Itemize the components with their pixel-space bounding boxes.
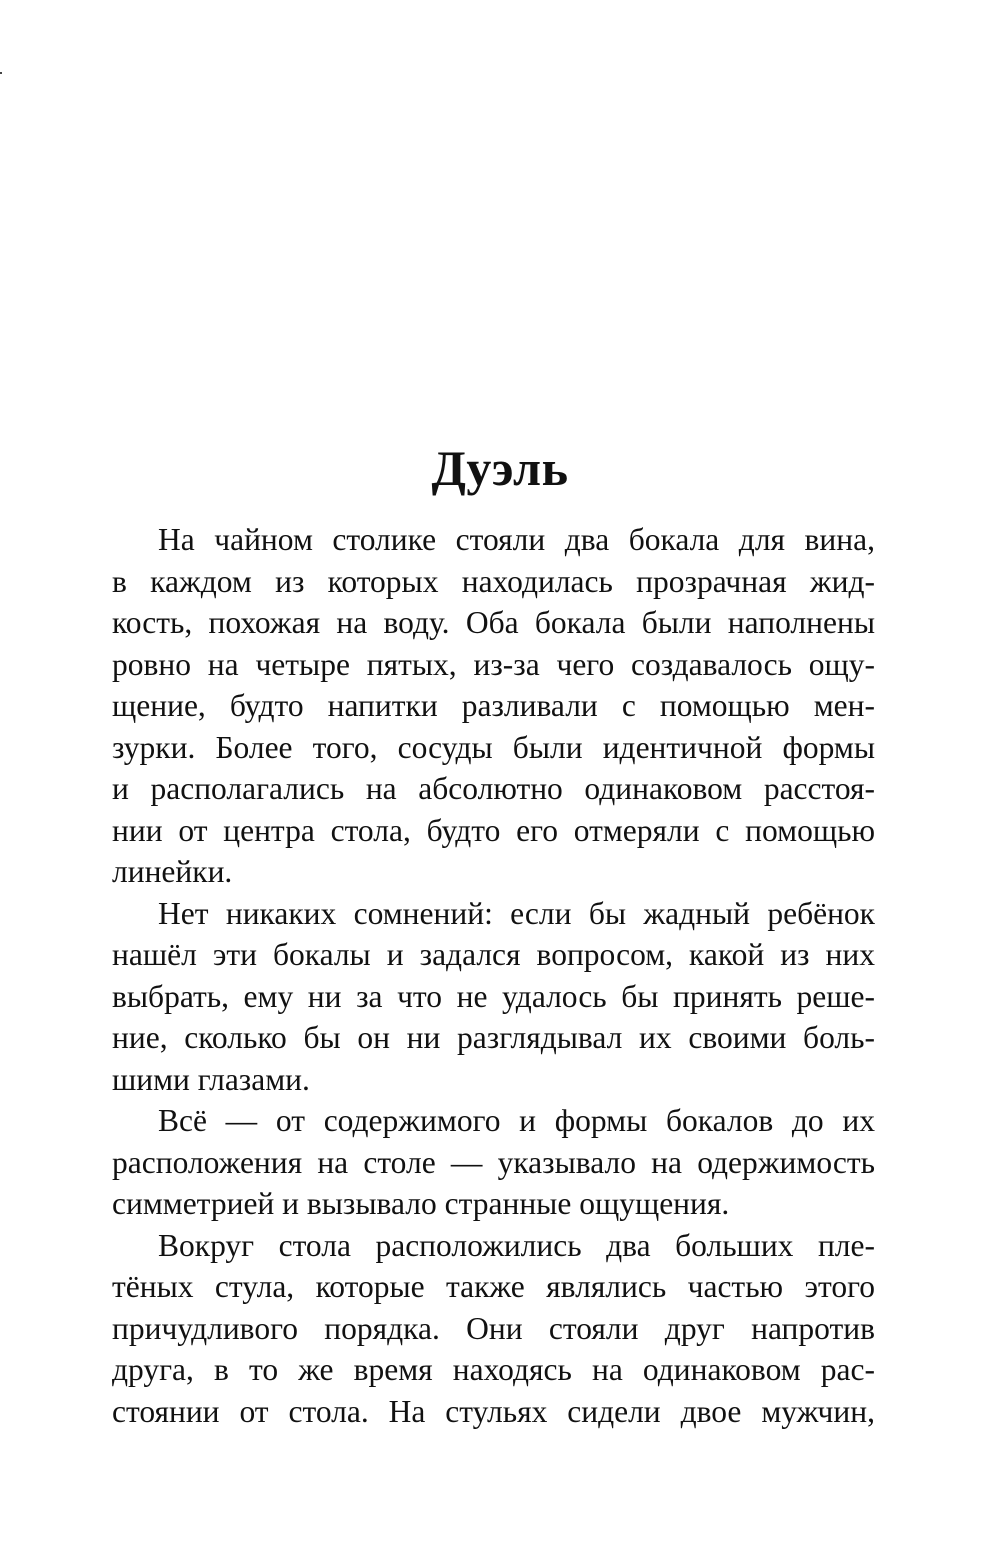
chapter-title: Дуэль bbox=[431, 440, 569, 496]
text-line: ровно на четыре пятых, из-за чего создавалось ощу- bbox=[112, 646, 875, 682]
text-line: щение, будто напитки разливали с помощью мен- bbox=[112, 688, 875, 723]
text-line: Всё — от содержимого и формы бокалов до их bbox=[158, 1103, 875, 1138]
text-line: симметрией и вызывало странные ощущения. bbox=[112, 1186, 730, 1221]
body-text bbox=[112, 519, 875, 1432]
text-line: и располагались на абсолютно одинаковом расстоя- bbox=[112, 771, 875, 806]
text-line: нашёл эти бокалы и задался вопросом, какой из них bbox=[112, 937, 875, 972]
text-line: выбрать, ему ни за что не удалось бы принять реше- bbox=[112, 978, 875, 1014]
text-line: На чайном столике стояли два бокала для вина, bbox=[158, 522, 875, 557]
text-line: ние, сколько бы он ни разглядывал их своими боль- bbox=[112, 1020, 875, 1055]
text-line: тёных стула, которые также являлись частью этого bbox=[112, 1269, 875, 1304]
text-line: Нет никаких сомнений: если бы жадный ребёнок bbox=[158, 895, 875, 931]
text-line: нии от центра стола, будто его отмеряли с помощью bbox=[112, 812, 875, 848]
scan-speck bbox=[0, 72, 2, 74]
text-line: причудливого порядка. Они стояли друг напротив bbox=[112, 1310, 875, 1346]
text-line: кость, похожая на воду. Оба бокала были наполнены bbox=[112, 605, 875, 640]
text-line: расположения на столе — указывало на одержимость bbox=[112, 1144, 875, 1180]
text-line: стоянии от стола. На стульях сидели двое мужчин, bbox=[112, 1393, 875, 1429]
text-line: линейки. bbox=[112, 854, 233, 889]
text-line: друга, в то же время находясь на одинаковом рас- bbox=[112, 1352, 875, 1387]
text-line: шими глазами. bbox=[112, 1061, 310, 1097]
text-line: в каждом из которых находилась прозрачная жид- bbox=[112, 563, 875, 599]
text-line: Вокруг стола расположились два больших пле- bbox=[158, 1227, 875, 1263]
text-line: зурки. Более того, сосуды были идентичной формы bbox=[112, 729, 875, 765]
